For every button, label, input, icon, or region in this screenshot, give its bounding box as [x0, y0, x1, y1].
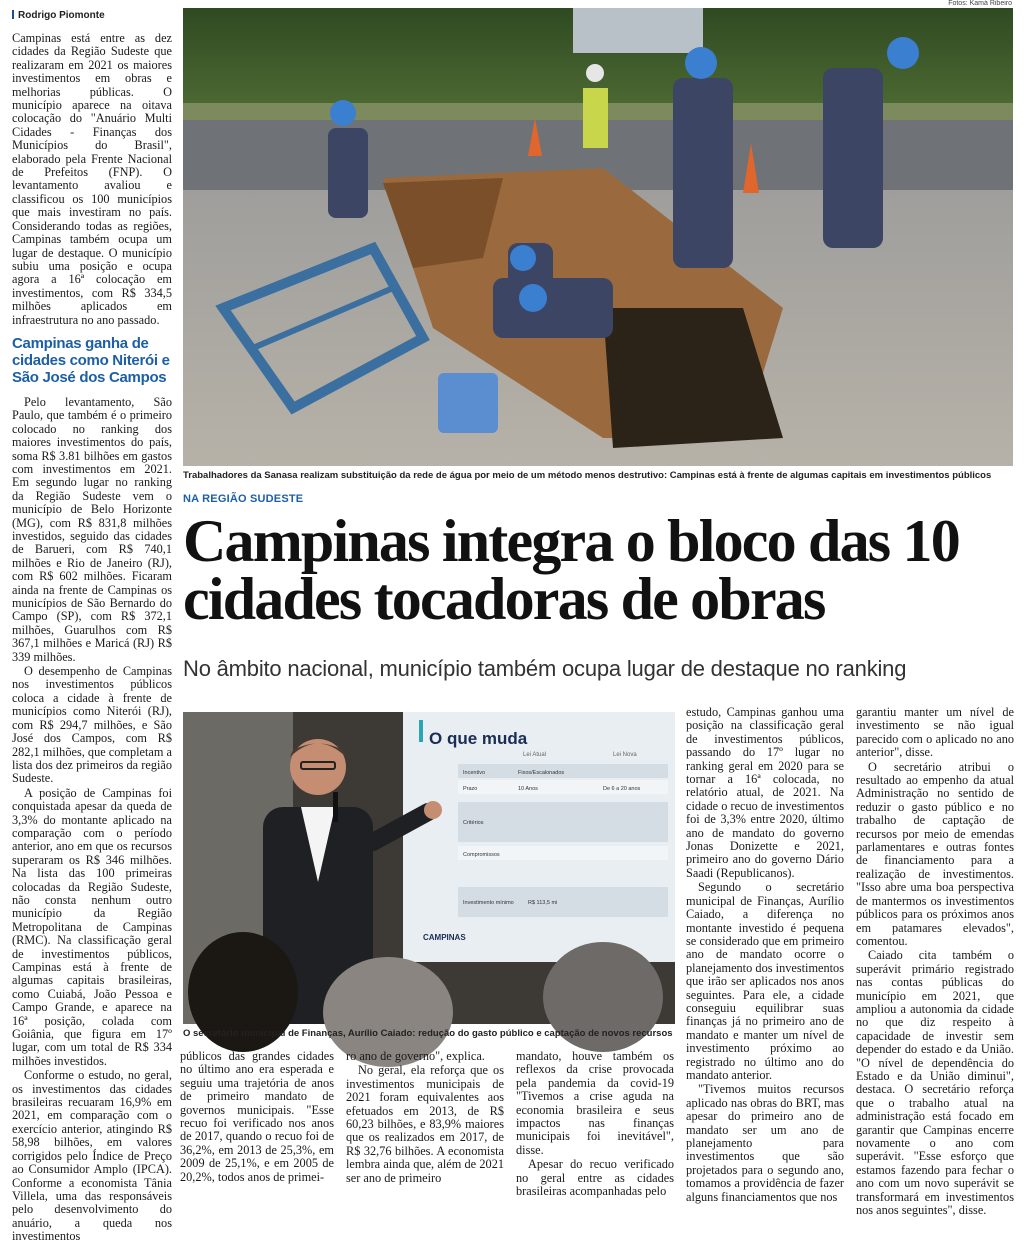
- right-column-1: [686, 706, 844, 1205]
- byline-name: Rodrigo Piomonte: [18, 10, 105, 21]
- body-paragraph: ro ano de governo", explica.: [346, 1049, 485, 1063]
- bottom-column-3: [516, 1050, 674, 1199]
- slide-cell: De 6 a 20 anos: [603, 786, 641, 792]
- slide-cell: R$ 113,5 mi: [528, 900, 558, 906]
- slide-row-label: Investimento mínimo: [463, 900, 514, 906]
- main-photo-caption: Trabalhadores da Sanasa realizam substituição da rede de água por meio de um método menos destrutivo: Campinas está à frente de algumas capitais em investimentos públicos: [183, 470, 992, 481]
- body-paragraph: Apesar do recuo verificado no geral entre as cidades brasileiras acompanhadas pelo: [516, 1157, 674, 1199]
- kicker: NA REGIÃO SUDESTE: [183, 493, 304, 505]
- main-photo-illustration: [183, 8, 1013, 466]
- photo-credit: Fotos: Kamá Ribeiro: [948, 0, 1012, 7]
- second-photo: [183, 712, 675, 1024]
- body-paragraph: O secretário atribui o resultado ao empenho da atual Administração no sentido de reduzir o gasto público e no trabalho de captação de recursos por meio de emendas parlamentares e outras fontes de financiamento para a realização de investimentos. "Isso abre uma boa perspectiva de mantermos os investimentos públicos para os próximos anos em patamares elevados", comentou.: [856, 759, 1014, 948]
- slide-title: O que muda: [429, 729, 528, 748]
- body-paragraph: Segundo o secretário municipal de Finanças, Aurílio Caiado, a diferença no montante investido é pequena se considerado que em primeiro ano de mandato ocorre o planejamento dos investimentos que irão ser aplicados nos anos seguintes. Para ele, a cidade conseguiu equilibrar suas finanças já no primeiro ano de mandato e manter um nível de investimento próximo ao registrado no último ano do mandato anterior.: [686, 880, 844, 1082]
- body-paragraph: mandato, houve também os reflexos da crise provocada pela pandemia da covid-19 "Tivemos a crise aguda na economia brasileira e seus impactos nas finanças municipais foi inevitável", disse.: [516, 1049, 674, 1157]
- headline: Campinas integra o bloco das 10 cidades tocadoras de obras: [183, 508, 959, 632]
- main-photo: [183, 8, 1013, 466]
- body-paragraph: No geral, ela reforça que os investimentos municipais de 2021 foram equivalentes aos efetuados em 2013, de R$ 60,23 bilhões, e 83,9% maiores que os realizados em 2017, de R$ 32,76 bilhões. A economista lembra ainda que, além de 2021 ser ano de primeiro: [346, 1063, 504, 1185]
- deck: No âmbito nacional, município também ocupa lugar de destaque no ranking: [183, 656, 907, 681]
- body-paragraph: públicos das grandes cidades no último ano era esperada e seguiu uma trajetória de anos de primeiro mandato de governos municipais. "Esse recuo foi verificado nos anos de 2017, quando o recuo foi de 36,2%, em 2013 de 25,3%, em 2009 de 25,1%, e em 2005 de 20,2%, todos anos de primei-: [180, 1049, 334, 1184]
- right-column-2: [856, 706, 1014, 1218]
- subhead: Campinas ganha de cidades como Niterói e São José dos Campos: [12, 334, 170, 386]
- byline: [12, 10, 105, 21]
- slide-brand: CAMPINAS: [423, 933, 466, 942]
- left-paragraph: A posição de Campinas foi conquistada apesar da queda de 3,3% do montante aplicado na comparação com o período anterior, ano em que os recursos superaram os R$ 346 milhões. Na lista das 100 primeiras colocadas da Região Sudeste, não consta nenhum outro município da Região Metropolitana de Campinas (RMC). Na classificação geral de investimentos públicos, Campinas está à frente de algumas capitais brasileiras, como Cuiabá, João Pessoa e Campo Grande, e aparece na 16ª posição, colada com Goiânia, que figura em 17º lugar, com um total de R$ 334 milhões investidos.: [12, 785, 172, 1068]
- body-paragraph: "Tivemos muitos recursos aplicado nas obras do BRT, mas apesar do primeiro ano de mandato ser um ano de planejamento para investimentos que são projetados para o segundo ano, tomamos a providência de fazer alguns financiamentos que nos: [686, 1082, 844, 1204]
- slide-row-label: Incentivo: [463, 770, 486, 776]
- body-paragraph: estudo, Campinas ganhou uma posição na classificação geral de investimentos públicos, passando do 17º lugar no ranking geral em 2020 para se tornar a 16ª colocada, no relatório atual, de 2021. Na cidade o recuo de investimentos foi de 3,3% entre 2020, último ano de mandato do governo Jonas Donizette e 2021, primeiro ano do governo Dário Saadi (Republicanos).: [686, 705, 844, 880]
- slide-row-label: Prazo: [463, 786, 478, 792]
- body-paragraph: garantiu manter um nível de investimento se não igual parecido com o aplicado no ano anterior", disse.: [856, 705, 1014, 760]
- slide-col-1: Lei Atual: [523, 752, 547, 758]
- body-paragraph: Caiado cita também o superávit primário registrado nas contas públicas do município em 2021, que ampliou a autonomia da cidade no que diz respeito à capacidade de investir sem depender do estado e da União. "O nível de dependência do Estado e da União diminui", destaca. O secretário reforça que o trabalho atual na administração está focado em garantir que Campinas encerre novamente o ano com superávit. "Esse esforço que estamos fazendo para fechar o ano com um novo superávit se transformará em investimentos nos anos seguintes", disse.: [856, 948, 1014, 1218]
- second-photo-illustration: [183, 712, 675, 1024]
- left-paragraph: O desempenho de Campinas nos investimentos públicos coloca a cidade à frente de municípios como Niterói (RJ), com R$ 294,7 milhões, e São José dos Campos, com R$ 282,1 milhões, que completam a lista dos dez primeiros da região Sudeste.: [12, 664, 172, 786]
- slide-cell: 10 Anos: [518, 786, 538, 792]
- left-paragraph: Campinas está entre as dez cidades da Região Sudeste que realizaram em 2021 os maiores investimentos em obras e melhorias públicas. O município aparece na oitava colocação do "Anuário Multi Cidades - Finanças dos Municípios do Brasil", elaborado pela Frente Nacional de Prefeitos (FNP). O levantamento avaliou e classificou os 100 municípios que mais investiram no país. Considerando todas as regiões, Campinas também ocupa um lugar de destaque. O município subiu uma posição e ocupa agora a 16ª colocação em investimentos, com R$ 334,5 milhões aplicados em infraestrutura no ano passado.: [12, 31, 172, 327]
- second-photo-caption: O secretário municipal de Finanças, Aurílio Caiado: redução do gasto público e captação de novos recursos: [183, 1028, 673, 1039]
- slide-cell: Fixos/Escalonados: [518, 770, 565, 776]
- left-paragraph: Pelo levantamento, São Paulo, que também é o primeiro colocado no ranking dos maiores investimentos do país, soma R$ 3.81 bilhões em gastos com investimentos em 2021. Em segundo lugar no ranking da Região Sudeste vem o município de Belo Horizonte (MG), com R$ 831,8 milhões investidos, seguido das cidades de Barueri, com R$ 740,1 milhões e Rio de Janeiro (RJ), com R$ 602 milhões. Ficaram ainda na frente de Campinas os municípios de São Bernardo do Campo (SP), com R$ 372,1 milhões, Guarulhos com R$ 367,1 milhões e Maricá (RJ) R$ 339 milhões.: [12, 394, 172, 664]
- left-paragraph: Conforme o estudo, no geral, os investimentos das cidades brasileiras recuaram 16,9% em 2021, em comparação com o exercício anterior, atingindo R$ 58,98 bilhões, em valores corrigidos pelo Índice de Preço ao Consumidor Amplo (IPCA). Conforme a economista Tânia Villela, uma das responsáveis pelo desenvolvimento do anuário, a queda nos investimentos: [12, 1068, 172, 1244]
- left-column: [12, 32, 172, 1245]
- slide-row-label: Compromissos: [463, 852, 500, 858]
- bottom-column-1: [180, 1050, 334, 1185]
- slide-row-label: Critérios: [463, 820, 484, 826]
- slide-col-2: Lei Nova: [613, 752, 637, 758]
- bottom-column-2: [346, 1050, 504, 1186]
